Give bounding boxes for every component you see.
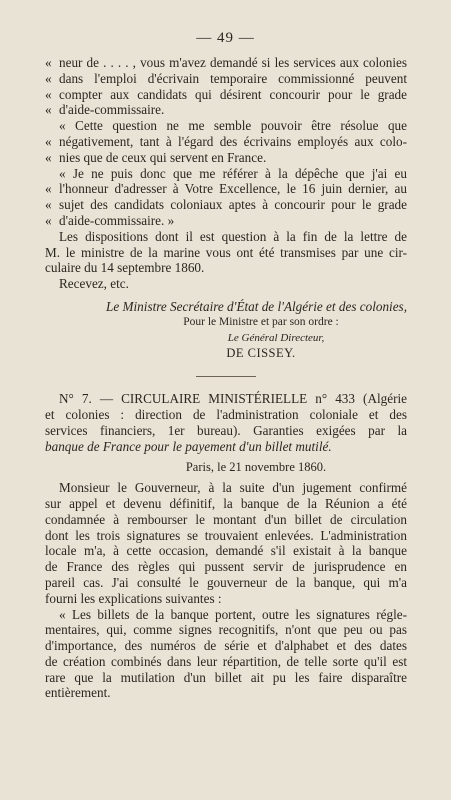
quote-mark: « [45, 55, 52, 70]
letter-line: « Les billets de la banque portent, outre les signatures régle- [59, 606, 407, 622]
heading-line: banque de France pour le payement d'un billet mutilé. [45, 438, 332, 454]
text-line: « Cette question ne me semble pouvoir être résolue que [59, 118, 407, 134]
text-line: « dans l'emploi d'écrivain temporaire commissionné peuvent [45, 70, 407, 86]
letter-line: Monsieur le Gouverneur, à la suite d'un jugement confirmé [59, 480, 407, 496]
heading-line: N° 7. — CIRCULAIRE MINISTÉRIELLE n° 433 (Algérie [59, 391, 407, 407]
circular-heading [45, 391, 407, 454]
letter-line: mentaires, qui, comme signes recognitifs, n'ont que peu ou pas [45, 622, 407, 638]
signature-order: Pour le Ministre et par son ordre : [183, 315, 339, 328]
letter-line: dont les trois signatures se trouvaient enlevées. L'administration [45, 527, 407, 543]
text-line: culaire du 14 septembre 1860. [45, 260, 205, 276]
signature-title: Le Ministre Secrétaire d'État de l'Algérie et des colonies, [106, 298, 407, 314]
signature-role: Le Général Directeur, [227, 331, 325, 344]
letter-line: de France des règles qui pussent servir de jurisprudence en [45, 559, 407, 575]
text-line: « Je ne puis donc que me référer à la dépêche que j'ai eu [59, 165, 407, 181]
text-line: « d'aide-commissaire. » [45, 212, 175, 228]
page-body [45, 55, 407, 701]
heading-line: services financiers, 1er bureau). Garanties exigées par la [45, 422, 407, 438]
text-line: « compter aux candidats qui désirent concourir pour le grade [45, 86, 407, 102]
text-line: M. le ministre de la marine vous ont été transmises par une cir- [45, 244, 407, 260]
page-number: — 49 — [196, 30, 255, 46]
text-line: « sujet des candidats coloniaux aptes à concourir pour le grade [45, 197, 407, 213]
text-line: « négativement, tant à l'égard des écrivains employés aux colo- [45, 133, 407, 149]
text-line: Les dispositions dont il est question à la fin de la lettre de [59, 228, 407, 244]
letter-line: fourni les explications suivantes : [45, 590, 222, 606]
letter-line: d'importance, des numéros de série et d'alphabet et des dates [45, 638, 407, 654]
text-line: « l'honneur d'adresser à Votre Excellence, le 16 juin dernier, au [45, 181, 407, 197]
text-line: « neur de . . . . , vous m'avez demandé si les services aux colonies [45, 55, 407, 70]
letter-line: entièrement. [45, 685, 111, 701]
circular-date: Paris, le 21 novembre 1860. [185, 460, 327, 475]
letter-line: pareil cas. J'ai consulté le gouverneur de la banque, qui m'a [45, 574, 407, 590]
letter-line: locale m'a, à cette occasion, demandé s'il existait à la banque [45, 543, 407, 559]
text-line: « d'aide-commissaire. [45, 102, 165, 118]
text-line: « nies que de ceux qui servent en France. [45, 149, 267, 165]
heading-line: et colonies : direction de l'administration coloniale et des [45, 406, 407, 422]
letter-line: de création combinés dans leur répartition, de telle sorte qu'il est [45, 653, 407, 669]
letter-line: condamnée à rembourser le montant d'un billet de circulation [45, 511, 407, 527]
letter-line: rare que la mutilation d'un billet ait pu les faire disparaître [45, 669, 407, 685]
closing-line: Recevez, etc. [59, 276, 129, 292]
signature-name: DE CISSEY. [226, 346, 296, 361]
letter-line: sur appel et devenu définitif, la banque de la Réunion a été [45, 495, 407, 511]
section-divider [196, 376, 256, 377]
